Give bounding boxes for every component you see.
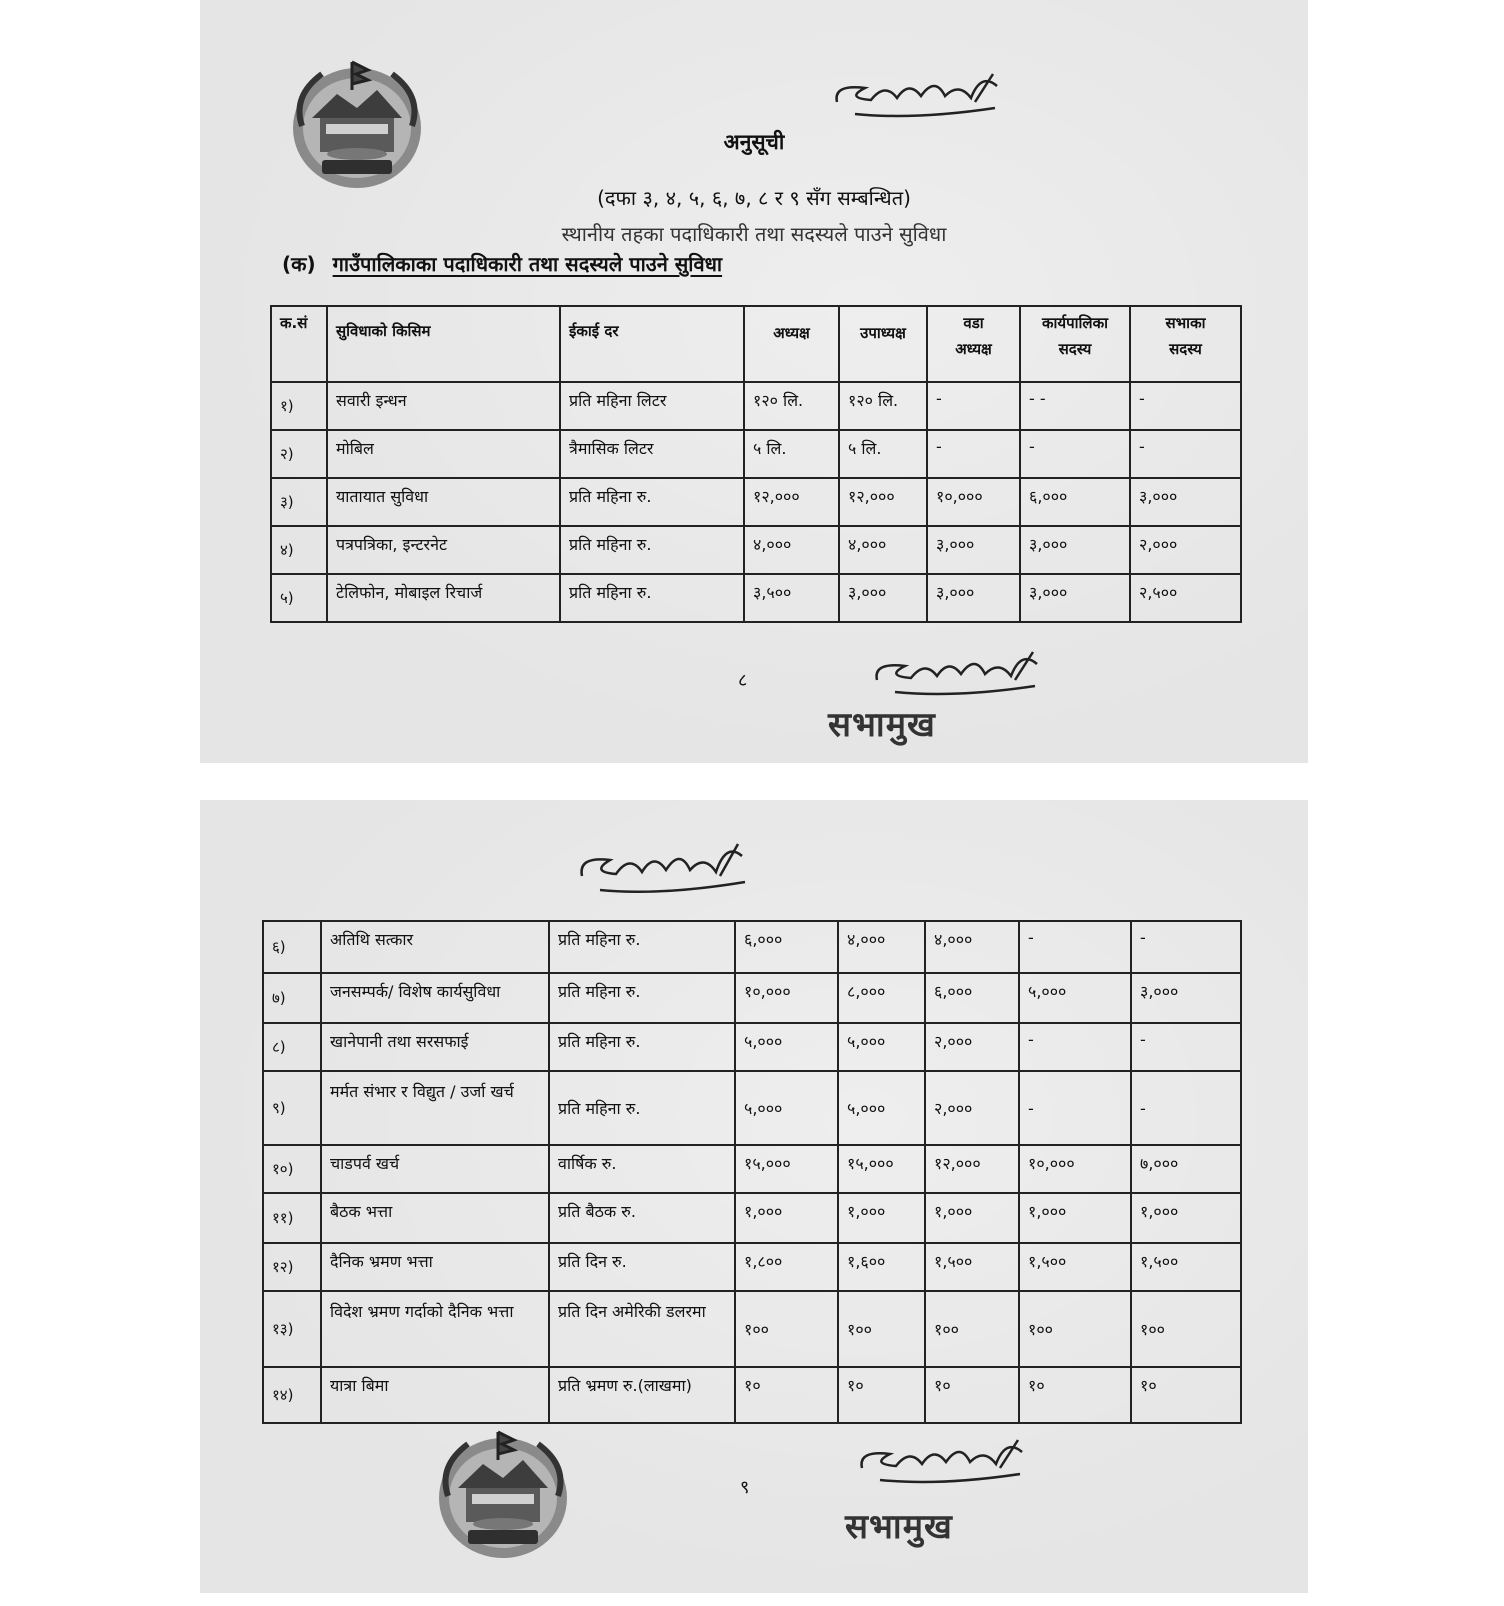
page-number: ८ [738, 670, 748, 691]
table-row [271, 382, 1241, 430]
row-chair: १५,००० [735, 1145, 838, 1193]
table-row [263, 1071, 1241, 1145]
row-exec-member: १,५०० [1019, 1243, 1131, 1291]
row-assembly-member: १,००० [1131, 1193, 1241, 1243]
municipality-emblem-icon [428, 1426, 578, 1566]
row-chair: १०० [735, 1291, 838, 1367]
row-unit: प्रति महिना रु. [560, 478, 744, 526]
row-assembly-member: ३,००० [1130, 478, 1241, 526]
table-row [271, 430, 1241, 478]
header-exec-member-line2: सदस्य [1058, 340, 1092, 358]
row-unit: प्रति महिना रु. [549, 973, 735, 1023]
row-sn: १२) [263, 1243, 321, 1291]
row-exec-member: - - [1020, 382, 1130, 430]
table-header-row [271, 306, 1241, 382]
row-assembly-member: - [1131, 1071, 1241, 1145]
row-unit: प्रति महिना रु. [560, 574, 744, 622]
row-exec-member: ३,००० [1020, 526, 1130, 574]
row-unit: प्रति महिना रु. [549, 921, 735, 973]
row-assembly-member: - [1131, 921, 1241, 973]
row-vice-chair: १० [838, 1367, 925, 1423]
row-exec-member: - [1019, 921, 1131, 973]
row-ward-chair: १२,००० [925, 1145, 1019, 1193]
header-ward-chair-line1: वडा [963, 314, 984, 332]
document-reference: (दफा ३, ४, ५, ६, ७, ८ र ९ सँग सम्बन्धित) [597, 186, 911, 210]
header-assembly-member-line2: सदस्य [1169, 340, 1202, 358]
row-ward-chair: १०० [925, 1291, 1019, 1367]
row-vice-chair: १,६०० [838, 1243, 925, 1291]
table-row [271, 574, 1241, 622]
row-exec-member: १०,००० [1019, 1145, 1131, 1193]
row-assembly-member: १०० [1131, 1291, 1241, 1367]
row-vice-chair: ३,००० [839, 574, 927, 622]
row-facility: चाडपर्व खर्च [321, 1145, 549, 1193]
section-label: (क) [282, 252, 316, 276]
row-chair: १२० लि. [744, 382, 839, 430]
row-vice-chair: ५ लि. [839, 430, 927, 478]
row-ward-chair: १,००० [925, 1193, 1019, 1243]
table-row [263, 973, 1241, 1023]
row-vice-chair: ८,००० [838, 973, 925, 1023]
row-unit: वार्षिक रु. [549, 1145, 735, 1193]
row-sn: ३) [271, 478, 327, 526]
chair-label: सभामुख [845, 1507, 953, 1547]
row-unit: प्रति दिन रु. [549, 1243, 735, 1291]
chair-label: सभामुख [828, 705, 936, 745]
table-row [263, 1023, 1241, 1071]
row-exec-member: १० [1019, 1367, 1131, 1423]
row-exec-member: - [1020, 430, 1130, 478]
document-subtitle: स्थानीय तहका पदाधिकारी तथा सदस्यले पाउने सुविधा [561, 222, 947, 246]
row-vice-chair: ५,००० [838, 1071, 925, 1145]
table-row [263, 1291, 1241, 1367]
row-vice-chair: ४,००० [838, 921, 925, 973]
table-row [263, 1193, 1241, 1243]
row-unit: प्रति महिना रु. [549, 1071, 735, 1145]
row-ward-chair: ३,००० [927, 526, 1020, 574]
row-sn: ५) [271, 574, 327, 622]
row-unit: प्रति महिना लिटर [560, 382, 744, 430]
table-row [263, 1367, 1241, 1423]
row-sn: १०) [263, 1145, 321, 1193]
page-number: ९ [740, 1477, 750, 1498]
row-facility: यात्रा बिमा [321, 1367, 549, 1423]
row-exec-member: - [1019, 1071, 1131, 1145]
row-facility: खानेपानी तथा सरसफाई [321, 1023, 549, 1071]
header-facility: सुविधाको किसिम [327, 306, 560, 382]
row-ward-chair: - [927, 382, 1020, 430]
row-chair: ४,००० [744, 526, 839, 574]
row-sn: ९) [263, 1071, 321, 1145]
row-assembly-member: १० [1131, 1367, 1241, 1423]
row-sn: ६) [263, 921, 321, 973]
row-ward-chair: ६,००० [925, 973, 1019, 1023]
row-sn: ४) [271, 526, 327, 574]
signature-mark [570, 830, 770, 910]
row-facility: टेलिफोन, मोबाइल रिचार्ज [327, 574, 560, 622]
facilities-table-part1 [270, 305, 1242, 623]
row-assembly-member: १,५०० [1131, 1243, 1241, 1291]
row-exec-member: - [1019, 1023, 1131, 1071]
row-chair: १० [735, 1367, 838, 1423]
row-facility: जनसम्पर्क/ विशेष कार्यसुविधा [321, 973, 549, 1023]
row-ward-chair: - [927, 430, 1020, 478]
row-chair: १,८०० [735, 1243, 838, 1291]
section-heading-text: गाउँपालिकाका पदाधिकारी तथा सदस्यले पाउने सुविधा [332, 252, 723, 276]
row-unit: प्रति महिना रु. [560, 526, 744, 574]
row-assembly-member: ७,००० [1131, 1145, 1241, 1193]
row-assembly-member: ३,००० [1131, 973, 1241, 1023]
row-assembly-member: २,५०० [1130, 574, 1241, 622]
row-facility: विदेश भ्रमण गर्दाको दैनिक भत्ता [321, 1291, 549, 1367]
row-facility: मोबिल [327, 430, 560, 478]
header-assembly-member [1130, 306, 1241, 382]
row-sn: २) [271, 430, 327, 478]
header-chair: अध्यक्ष [744, 306, 839, 382]
row-exec-member: ६,००० [1020, 478, 1130, 526]
row-ward-chair: २,००० [925, 1023, 1019, 1071]
facilities-table-part2 [262, 920, 1242, 1424]
row-chair: ५,००० [735, 1023, 838, 1071]
row-chair: ५,००० [735, 1071, 838, 1145]
row-facility: यातायात सुविधा [327, 478, 560, 526]
document-page-2 [200, 800, 1308, 1593]
row-sn: १) [271, 382, 327, 430]
row-ward-chair: १० [925, 1367, 1019, 1423]
row-facility: सवारी इन्धन [327, 382, 560, 430]
row-chair: ३,५०० [744, 574, 839, 622]
table-row [271, 478, 1241, 526]
row-chair: ६,००० [735, 921, 838, 973]
row-vice-chair: १०० [838, 1291, 925, 1367]
row-sn: ११) [263, 1193, 321, 1243]
row-assembly-member: - [1130, 430, 1241, 478]
row-ward-chair: १०,००० [927, 478, 1020, 526]
section-heading [282, 250, 722, 277]
signature-mark [825, 62, 1025, 132]
row-unit: त्रैमासिक लिटर [560, 430, 744, 478]
header-ward-chair-line2: अध्यक्ष [955, 340, 992, 358]
row-chair: ५ लि. [744, 430, 839, 478]
row-unit: प्रति महिना रु. [549, 1023, 735, 1071]
table-row [271, 526, 1241, 574]
row-facility: मर्मत संभार र विद्युत / उर्जा खर्च [321, 1071, 549, 1145]
row-assembly-member: २,००० [1130, 526, 1241, 574]
row-sn: ७) [263, 973, 321, 1023]
table-row [263, 1243, 1241, 1291]
row-ward-chair: ३,००० [927, 574, 1020, 622]
row-unit: प्रति बैठक रु. [549, 1193, 735, 1243]
row-vice-chair: १,००० [838, 1193, 925, 1243]
row-ward-chair: १,५०० [925, 1243, 1019, 1291]
row-exec-member: ५,००० [1019, 973, 1131, 1023]
header-exec-member [1020, 306, 1130, 382]
row-unit: प्रति दिन अमेरिकी डलरमा [549, 1291, 735, 1367]
row-chair: १,००० [735, 1193, 838, 1243]
row-ward-chair: ४,००० [925, 921, 1019, 973]
header-vice-chair: उपाध्यक्ष [839, 306, 927, 382]
header-exec-member-line1: कार्यपालिका [1042, 314, 1108, 332]
table-row [263, 921, 1241, 973]
row-facility: बैठक भत्ता [321, 1193, 549, 1243]
row-facility: पत्रपत्रिका, इन्टरनेट [327, 526, 560, 574]
row-sn: ८) [263, 1023, 321, 1071]
municipality-emblem-icon [282, 56, 432, 196]
row-assembly-member: - [1131, 1023, 1241, 1071]
row-exec-member: १,००० [1019, 1193, 1131, 1243]
row-sn: १४) [263, 1367, 321, 1423]
row-vice-chair: १२० लि. [839, 382, 927, 430]
row-ward-chair: २,००० [925, 1071, 1019, 1145]
row-vice-chair: १५,००० [838, 1145, 925, 1193]
table-row [263, 1145, 1241, 1193]
row-sn: १३) [263, 1291, 321, 1367]
row-facility: दैनिक भ्रमण भत्ता [321, 1243, 549, 1291]
header-sn: क.सं [271, 306, 327, 382]
row-exec-member: १०० [1019, 1291, 1131, 1367]
row-vice-chair: ४,००० [839, 526, 927, 574]
row-unit: प्रति भ्रमण रु.(लाखमा) [549, 1367, 735, 1423]
row-chair: १२,००० [744, 478, 839, 526]
row-vice-chair: ५,००० [838, 1023, 925, 1071]
signature-mark [850, 1428, 1050, 1498]
header-ward-chair [927, 306, 1020, 382]
row-chair: १०,००० [735, 973, 838, 1023]
row-facility: अतिथि सत्कार [321, 921, 549, 973]
document-page-1 [200, 0, 1308, 763]
header-unit-rate: ईकाई दर [560, 306, 744, 382]
row-exec-member: ३,००० [1020, 574, 1130, 622]
header-assembly-member-line1: सभाका [1165, 314, 1206, 332]
document-title: अनुसूची [723, 130, 785, 154]
row-vice-chair: १२,००० [839, 478, 927, 526]
row-assembly-member: - [1130, 382, 1241, 430]
